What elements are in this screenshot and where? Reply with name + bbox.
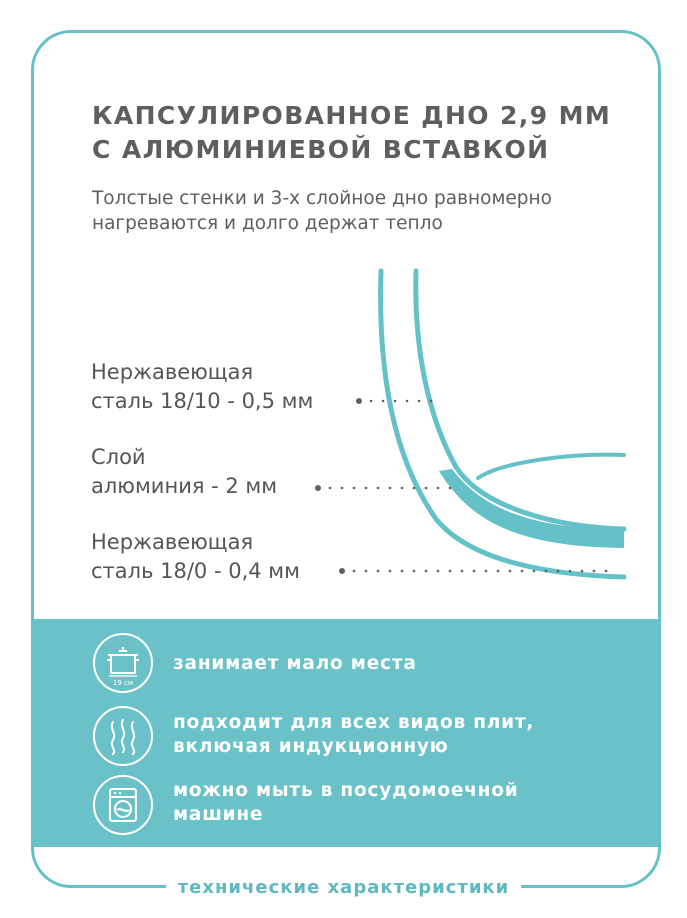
- feature-line-1: можно мыть в посудомоечной: [173, 780, 519, 801]
- layer-label-steel-18-10: [91, 358, 313, 416]
- feature-line-2: машине: [173, 804, 264, 825]
- layer-label-aluminium: [91, 443, 277, 501]
- layer-label-line-1: Нержавеющая: [91, 530, 254, 554]
- feature-line-1: подходит для всех видов плит,: [173, 712, 535, 733]
- leader-dot-1: [356, 398, 362, 404]
- layer-label-steel-18-0: [91, 528, 300, 586]
- headline-line-1: КАПСУЛИРОВАННОЕ ДНО 2,9 ММ: [92, 101, 612, 130]
- leader-dot-2: [315, 485, 321, 491]
- dishwasher-icon: [93, 775, 153, 835]
- layer-label-line-1: Слой: [91, 445, 146, 469]
- inner-bowl-curve: [478, 455, 624, 478]
- layer-label-line-2: сталь 18/10 - 0,5 мм: [91, 389, 314, 413]
- footer: [0, 876, 687, 900]
- layer-label-line-1: Нержавеющая: [91, 360, 254, 384]
- pot-size-icon: [93, 633, 153, 693]
- inner-wall-line: [416, 271, 624, 529]
- feature-line-1: занимает мало места: [173, 653, 417, 674]
- footer-label: технические характеристики: [166, 877, 522, 899]
- feature-line-2: включая индукционную: [173, 736, 449, 757]
- card-frame: [31, 30, 661, 888]
- layer-label-line-2: алюминия - 2 мм: [91, 474, 278, 498]
- subtitle-line-2: нагреваются и долго держат тепло: [92, 213, 443, 234]
- subtitle-line-1: Толстые стенки и 3-х слойное дно равномерно: [92, 188, 552, 209]
- layer-label-line-2: сталь 18/0 - 0,4 мм: [91, 559, 300, 583]
- feature-text-dishwasher: [173, 779, 519, 827]
- features-band: [34, 619, 658, 847]
- feature-text-compact: [173, 652, 417, 676]
- headline-line-2: С АЛЮМИНИЕВОЙ ВСТАВКОЙ: [92, 135, 550, 164]
- feature-text-all-stoves: [173, 711, 534, 759]
- induction-icon: [93, 706, 153, 766]
- pot-size-caption: 19 см: [112, 679, 134, 687]
- leader-dot-3: [339, 568, 345, 574]
